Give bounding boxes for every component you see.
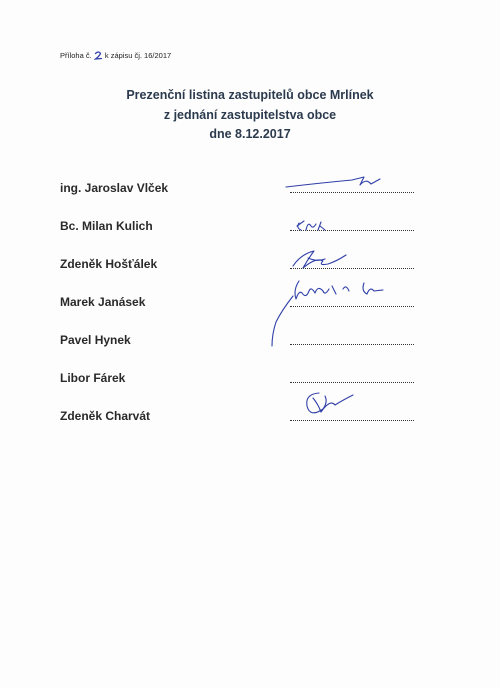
member-row bbox=[0, 371, 500, 395]
member-name: ing. Jaroslav Vlček bbox=[60, 181, 169, 195]
member-row bbox=[0, 219, 500, 243]
member-row bbox=[0, 295, 500, 319]
signature-line bbox=[290, 268, 414, 269]
member-name: Zdeněk Hošťálek bbox=[60, 257, 158, 271]
member-name: Libor Fárek bbox=[60, 371, 126, 385]
member-row bbox=[0, 409, 500, 433]
signature-line bbox=[290, 382, 414, 383]
handwritten-annex-number bbox=[94, 51, 103, 60]
member-name: Pavel Hynek bbox=[60, 333, 131, 347]
document-subtitle: z jednání zastupitelstva obce bbox=[163, 108, 337, 122]
signature-line bbox=[290, 230, 414, 231]
signature-line bbox=[290, 192, 414, 193]
member-row bbox=[0, 181, 500, 205]
member-row bbox=[0, 333, 500, 357]
annex-reference bbox=[60, 51, 171, 60]
signature-line bbox=[290, 344, 414, 345]
annex-reference-text: k zápisu čj. 16/2017 bbox=[104, 51, 172, 60]
signature-line bbox=[290, 420, 414, 421]
annex-label: Příloha č. bbox=[60, 51, 92, 60]
member-name: Bc. Milan Kulich bbox=[60, 219, 153, 233]
member-name: Marek Janásek bbox=[60, 295, 146, 309]
member-row bbox=[0, 257, 500, 281]
signature-line bbox=[290, 306, 414, 307]
document-title: Prezenční listina zastupitelů obce Mrlínek bbox=[126, 88, 374, 102]
meeting-date: dne 8.12.2017 bbox=[209, 127, 291, 141]
member-name: Zdeněk Charvát bbox=[60, 409, 151, 423]
